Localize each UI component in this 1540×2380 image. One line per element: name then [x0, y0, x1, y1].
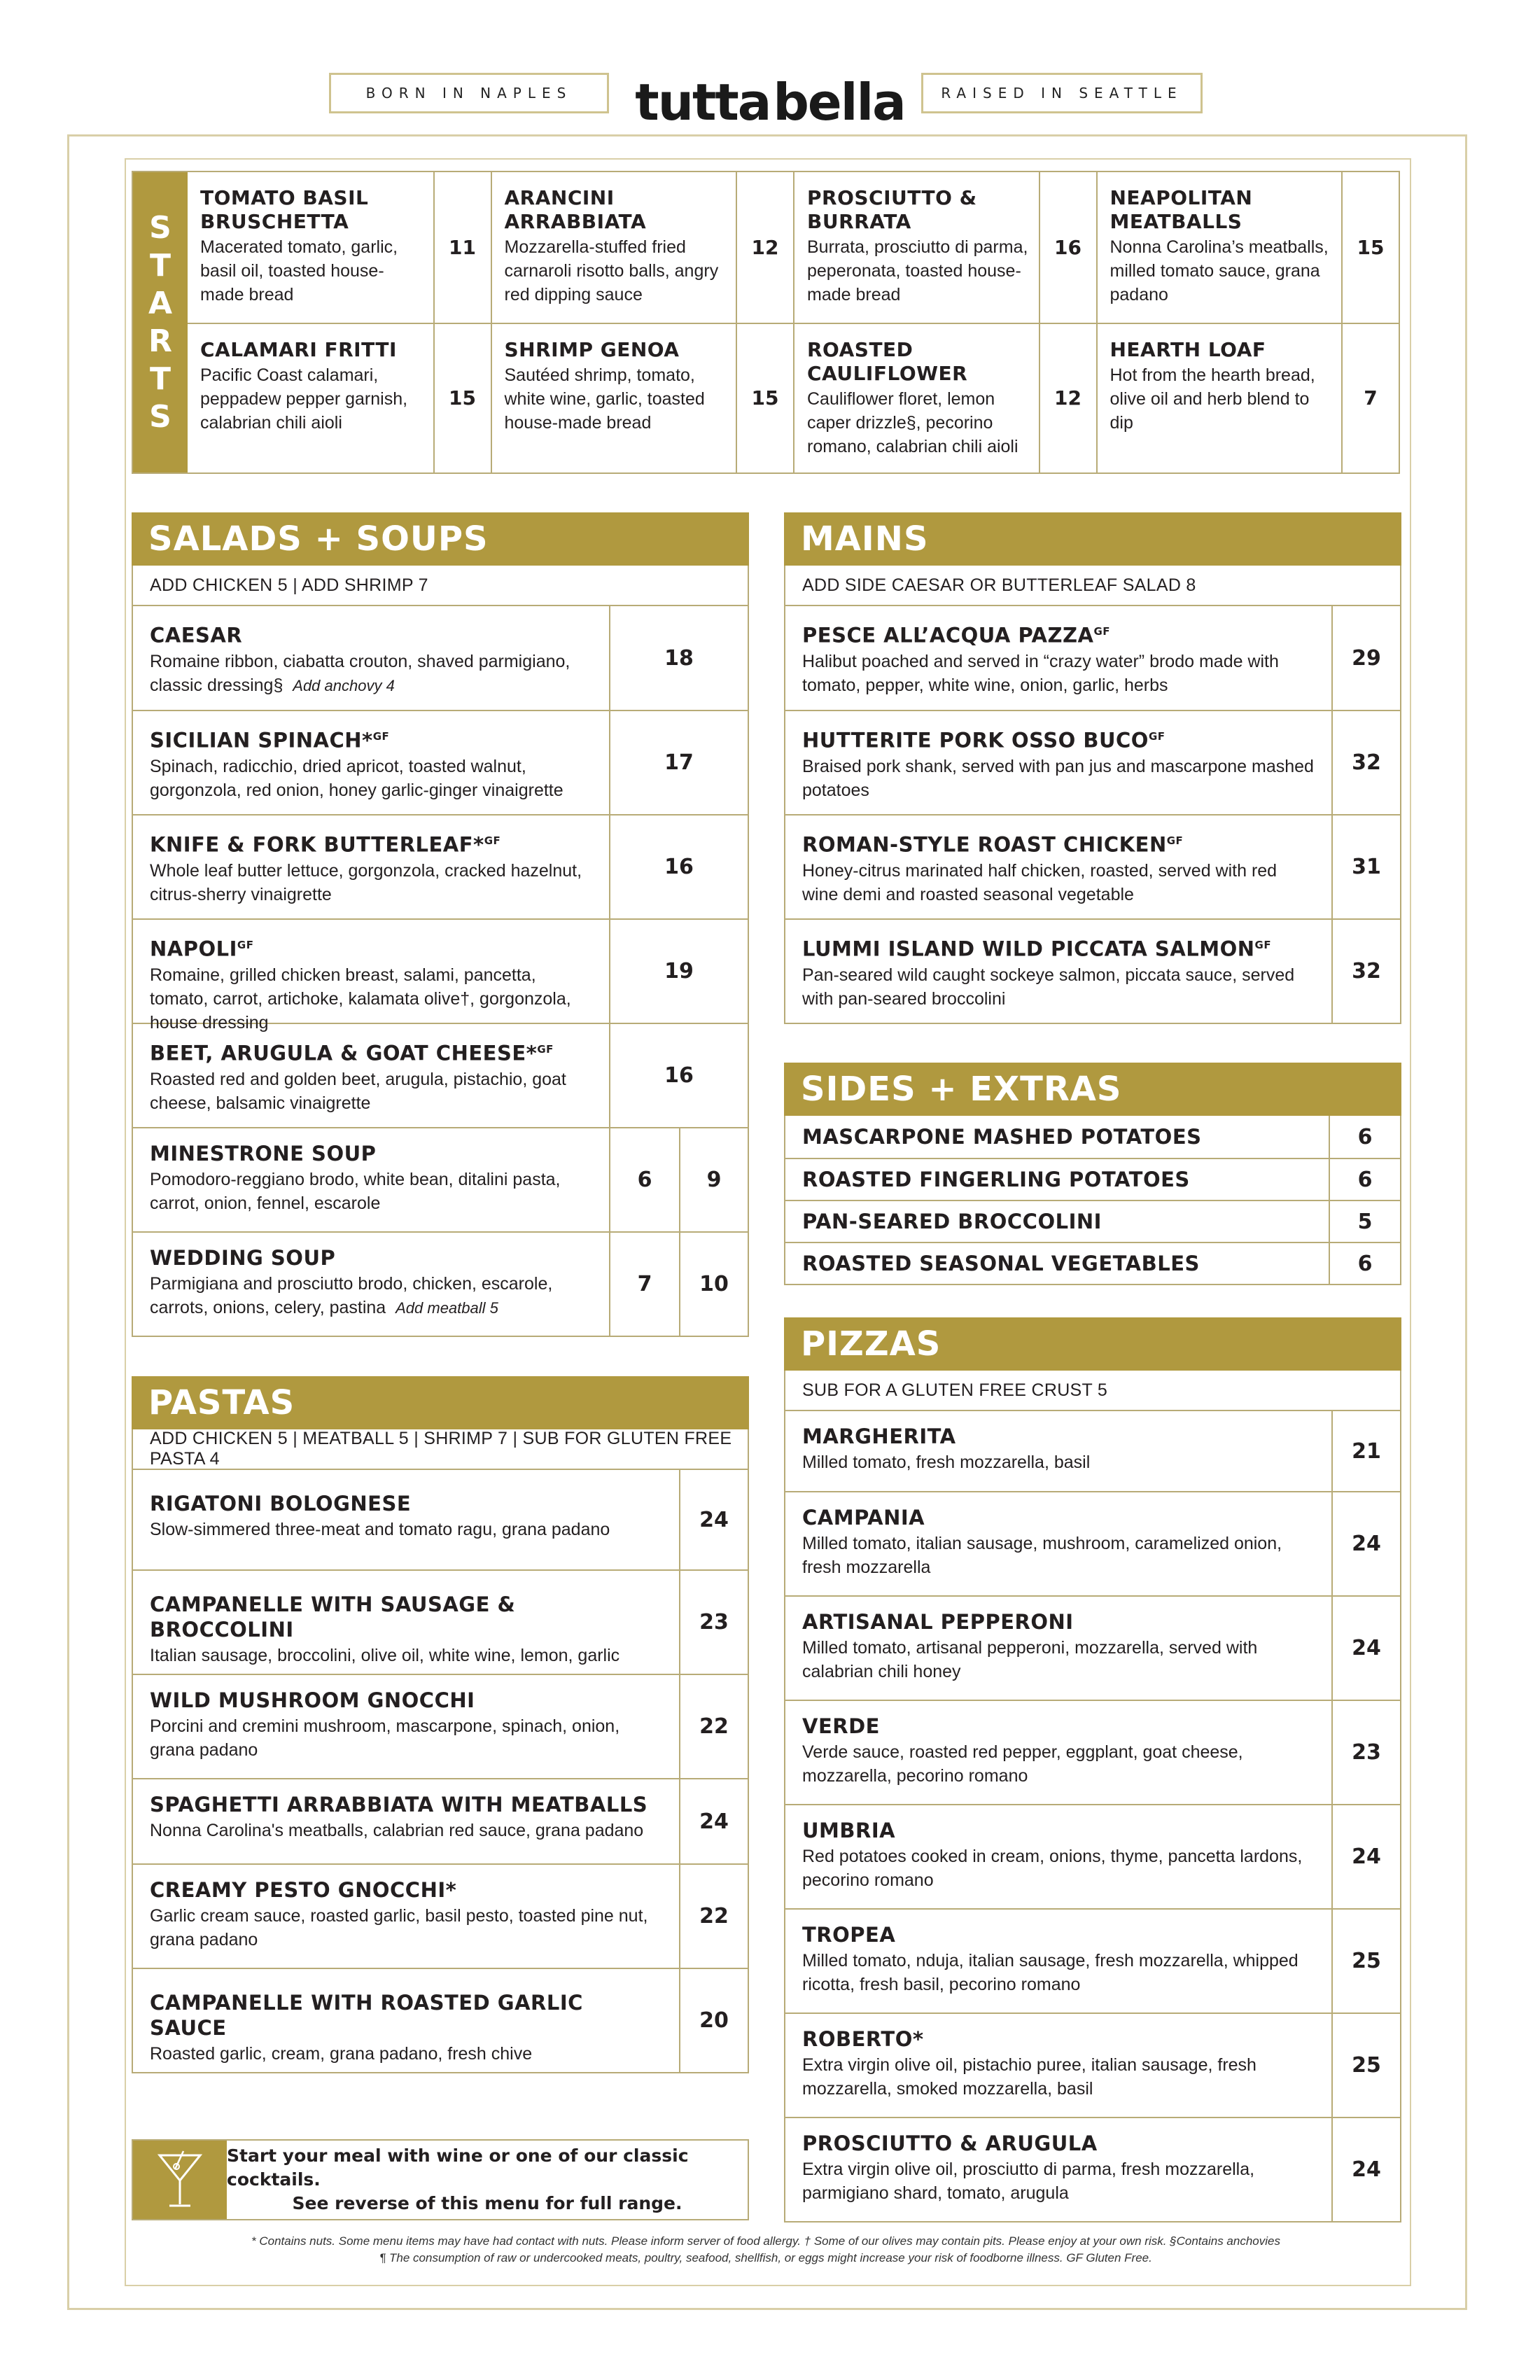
item-name: HUTTERITE PORK OSSO $BUCO^{GF}$: [802, 728, 1166, 752]
item-name: HEARTH LOAF: [1110, 337, 1266, 361]
item-name: ARANCINI ARRABBIATA: [504, 186, 647, 233]
item-name: CAMPANELLE WITH SAUSAGE & BROCCOLINI: [150, 1592, 516, 1642]
item-price: 15: [1341, 172, 1399, 323]
item-list: [132, 606, 749, 1337]
menu-item: [133, 918, 748, 1032]
menu-item: [491, 323, 794, 473]
menu-item: [785, 710, 1400, 814]
menu-item: [785, 606, 1400, 710]
menu-item: [133, 1863, 748, 1968]
item-price: 12: [1039, 324, 1096, 473]
item-name: MARGHERITA: [802, 1424, 956, 1448]
menu-item: [1096, 172, 1399, 323]
starts-vertical-label: [133, 172, 188, 472]
cocktail-callout: [132, 2139, 749, 2220]
item-name: CAMPANIA: [802, 1506, 925, 1530]
section-header: [132, 1376, 749, 1429]
item-name: WILD MUSHROOM GNOCCHI: [150, 1688, 475, 1712]
logo-text-right: bella: [773, 73, 905, 132]
item-name: CAMPANELLE WITH ROASTED GARLIC SAUCE: [150, 1991, 583, 2040]
pastas-section: [132, 1376, 749, 2073]
item-price: 18: [664, 645, 694, 671]
item-name: PROSCIUTTO & BURRATA: [807, 186, 977, 233]
item-description: Porcini and cremini mushroom, mascarpone, spinach, onion, grana padano: [150, 1716, 620, 1760]
item-name: KNIFE & FORK BUTTERLEAF*$^{GF}$: [150, 832, 501, 857]
item-description: Sautéed shrimp, tomato, white wine, garlic, toasted house-made bread: [504, 365, 705, 433]
item-name: RIGATONI BOLOGNESE: [150, 1492, 412, 1516]
item-price: 5: [1357, 1209, 1373, 1234]
soup-item: [133, 1127, 748, 1231]
menu-item: [785, 814, 1400, 918]
item-description: Pacific Coast calamari, peppadew pepper garnish, calabrian chili aioli: [200, 365, 408, 433]
item-name: CAESAR: [150, 623, 243, 648]
item-name: MINESTRONE SOUP: [150, 1142, 377, 1166]
menu-item: [785, 1700, 1400, 1804]
tagline-left: BORN IN NAPLES: [329, 73, 609, 113]
section-title: PASTAS: [148, 1383, 295, 1422]
menu-item: [133, 1778, 748, 1863]
item-name: ARTISANAL PEPPERONI: [802, 1610, 1074, 1634]
item-price: 29: [1352, 645, 1381, 671]
side-item: [785, 1200, 1400, 1242]
item-price: 11: [433, 172, 491, 323]
item-price: 15: [736, 324, 793, 473]
item-description: Halibut poached and served in “crazy water” brodo made with tomato, pepper, white wine, onion, garlic, herbs: [802, 651, 1279, 695]
item-description: Spinach, radicchio, dried apricot, toasted walnut, gorgonzola, red onion, honey garlic-ginger vinaigrette: [150, 756, 564, 800]
menu-item: [133, 1569, 748, 1674]
item-price-cup: 7: [637, 1272, 652, 1296]
menu-item: [188, 172, 491, 323]
section-note: ADD CHICKEN 5 | MEATBALL 5 | SHRIMP 7 | SUB FOR GLUTEN FREE PASTA 4: [132, 1429, 749, 1470]
item-description: Macerated tomato, garlic, basil oil, toasted house-made bread: [200, 237, 398, 304]
item-description: Roasted red and golden beet, arugula, pistachio, goat cheese, balsamic vinaigrette: [150, 1069, 566, 1113]
item-description: Nonna Carolina's meatballs, calabrian red sauce, grana padano: [150, 1821, 644, 1840]
section-note: ADD CHICKEN 5 | ADD SHRIMP 7: [132, 566, 749, 606]
salads-soups-section: [132, 512, 749, 1337]
item-name: NEAPOLITAN MEATBALLS: [1110, 186, 1253, 233]
item-description: Verde sauce, roasted red pepper, eggplant, goat cheese, mozzarella, pecorino romano: [802, 1742, 1243, 1786]
item-name: SHRIMP GENOA: [504, 337, 680, 361]
menu-item: [785, 1491, 1400, 1595]
allergy-footnote: [132, 2233, 1400, 2267]
item-price: 24: [1352, 1844, 1381, 1869]
item-price: 6: [1357, 1124, 1373, 1149]
menu-item: [1096, 323, 1399, 473]
item-price: 24: [1352, 2157, 1381, 2182]
item-description: Roasted garlic, cream, grana padano, fresh chive: [150, 2044, 533, 2064]
item-description: Italian sausage, broccolini, olive oil, white wine, lemon, garlic: [150, 1646, 620, 1665]
menu-item: [491, 172, 794, 323]
menu-item: [133, 1968, 748, 2072]
item-description: Extra virgin olive oil, prosciutto di parma, fresh mozzarella, parmigiano shard, tomato, arugula: [802, 2160, 1255, 2203]
item-list: [784, 1411, 1401, 2222]
item-list: [132, 1470, 749, 2073]
menu-item: [785, 1804, 1400, 1908]
item-description: Pan-seared wild caught sockeye salmon, piccata sauce, served with pan-seared broccolini: [802, 965, 1295, 1009]
item-description: Romaine, grilled chicken breast, salami, pancetta, tomato, carrot, artichoke, kalamata olive†, gorgonzola, house dressing: [150, 965, 571, 1032]
menu-item: [133, 606, 748, 710]
item-description: Extra virgin olive oil, pistachio puree, italian sausage, fresh mozzarella, smoked mozzarella, basil: [802, 2055, 1256, 2099]
item-price: 15: [433, 324, 491, 473]
item-price-bowl: 10: [679, 1233, 748, 1336]
side-item: [785, 1158, 1400, 1200]
starts-letter: S: [149, 209, 172, 246]
item-price: 12: [736, 172, 793, 323]
starts-letter: S: [149, 398, 172, 435]
section-note: ADD SIDE CAESAR OR BUTTERLEAF SALAD 8: [784, 566, 1401, 606]
item-price: 19: [664, 959, 694, 983]
menu-item: [785, 2012, 1400, 2117]
item-price: 6: [1357, 1167, 1373, 1192]
item-price: 24: [699, 1809, 729, 1834]
item-price: 24: [699, 1507, 729, 1532]
item-description: Milled tomato, artisanal pepperoni, mozzarella, served with calabrian chili honey: [802, 1638, 1258, 1681]
menu-item: [785, 1595, 1400, 1700]
menu-item: [785, 918, 1400, 1023]
item-price: 7: [1341, 324, 1399, 473]
menu-item: [188, 323, 491, 473]
menu-item: [785, 1411, 1400, 1491]
menu-item: [133, 1470, 748, 1569]
section-title: SIDES + EXTRAS: [801, 1070, 1122, 1109]
item-price: 25: [1352, 1949, 1381, 1973]
menu-item: [133, 814, 748, 918]
section-header: [132, 512, 749, 566]
item-name: WEDDING SOUP: [150, 1246, 336, 1270]
item-description: Cauliflower floret, lemon caper drizzle§, pecorino romano, calabrian chili aioli: [807, 388, 1018, 456]
starts-grid: [188, 172, 1399, 472]
item-price: 22: [699, 1904, 729, 1928]
menu-item: [793, 323, 1096, 473]
footnote-line-1: * Contains nuts. Some menu items may have had contact with nuts. Please inform server of food allergy. † Some of our olives may contain pits. Please enjoy at your own risk. §Contains anchovies: [251, 2234, 1280, 2248]
item-name: UMBRIA: [802, 1819, 896, 1842]
cocktail-line-1: Start your meal with wine or one of our classic cocktails.: [227, 2146, 689, 2190]
item-price: 32: [1352, 750, 1381, 775]
sides-section: [784, 1063, 1401, 1285]
item-name: MASCARPONE MASHED POTATOES: [802, 1125, 1202, 1149]
item-description: Romaine ribbon, ciabatta crouton, shaved parmigiano, classic dressing§ Add anchovy 4: [150, 651, 570, 695]
starts-letter: T: [149, 360, 171, 397]
item-addon: Add anchovy 4: [293, 676, 395, 694]
cocktail-glass-icon: [133, 2141, 227, 2219]
item-name: ROASTED CAULIFLOWER: [807, 337, 968, 385]
side-item: [785, 1242, 1400, 1284]
item-description: Mozzarella-stuffed fried carnaroli risotto balls, angry red dipping sauce: [504, 237, 719, 304]
menu-item: [133, 1023, 748, 1127]
menu-item: [793, 172, 1096, 323]
item-name: CALAMARI FRITTI: [200, 337, 397, 361]
item-price-bowl: 9: [679, 1128, 748, 1231]
section-header: [784, 512, 1401, 566]
item-list: [784, 606, 1401, 1024]
item-addon: Add meatball 5: [396, 1299, 498, 1317]
pizzas-section: [784, 1317, 1401, 2222]
section-title: MAINS: [801, 519, 929, 559]
item-description: Red potatoes cooked in cream, onions, thyme, pancetta lardons, pecorino romano: [802, 1847, 1303, 1890]
item-price: 16: [1039, 172, 1096, 323]
item-name: VERDE: [802, 1714, 880, 1738]
starts-letter: A: [148, 285, 173, 321]
item-description: Whole leaf butter lettuce, gorgonzola, cracked hazelnut, citrus-sherry vinaigrette: [150, 860, 582, 904]
section-note: SUB FOR A GLUTEN FREE CRUST 5: [784, 1371, 1401, 1411]
item-name: PAN-SEARED BROCCOLINI: [802, 1210, 1102, 1233]
item-name: ROASTED FINGERLING POTATOES: [802, 1168, 1190, 1191]
item-price: 32: [1352, 959, 1381, 983]
item-price: 16: [664, 855, 694, 879]
mains-section: [784, 512, 1401, 1024]
menu-item: [133, 1674, 748, 1778]
logo-text-left: tutta: [635, 73, 771, 132]
item-price: 24: [1352, 1636, 1381, 1660]
menu-item: [785, 1908, 1400, 2012]
item-description: Slow-simmered three-meat and tomato ragu, grana padano: [150, 1520, 610, 1539]
item-description: Pomodoro-reggiano brodo, white bean, ditalini pasta, carrot, onion, fennel, escarole: [150, 1170, 561, 1213]
item-name: CREAMY PESTO GNOCCHI*: [150, 1878, 457, 1902]
item-name: ROMAN-STYLE ROAST $CHICKEN^{GF}$: [802, 832, 1184, 857]
item-price: 31: [1352, 855, 1381, 879]
item-price: 16: [664, 1063, 694, 1088]
menu-item: [785, 2117, 1400, 2221]
soup-item: [133, 1231, 748, 1336]
section-header: [784, 1317, 1401, 1371]
item-description: Garlic cream sauce, roasted garlic, basil pesto, toasted pine nut, grana padano: [150, 1906, 648, 1949]
item-description: Burrata, prosciutto di parma, peperonata, toasted house-made bread: [807, 237, 1028, 304]
item-description: Nonna Carolina’s meatballs, milled tomato sauce, grana padano: [1110, 237, 1329, 304]
item-price: 20: [699, 2008, 729, 2033]
item-name: LUMMI ISLAND WILD PICCATA $SALMON^{GF}$: [802, 937, 1272, 961]
item-price: 22: [699, 1714, 729, 1739]
footnote-line-2: ¶ The consumption of raw or undercooked meats, poultry, seafood, shellfish, or eggs might increase your risk of foodborne illness. GF Gluten Free.: [379, 2251, 1152, 2264]
item-name: BEET, ARUGULA & GOAT CHEESE*$^{GF}$: [150, 1041, 554, 1065]
starts-letter: R: [148, 323, 172, 359]
item-name: ROASTED SEASONAL VEGETABLES: [802, 1252, 1200, 1275]
tagline-right: RAISED IN SEATTLE: [921, 73, 1203, 113]
item-price: 21: [1352, 1438, 1381, 1464]
item-description: Milled tomato, nduja, italian sausage, fresh mozzarella, whipped ricotta, fresh basil, pecorino romano: [802, 1951, 1298, 1994]
item-name: ROBERTO*: [802, 2027, 924, 2051]
item-price: 24: [1352, 1532, 1381, 1556]
brand-logo: [635, 50, 905, 132]
starts-section: [132, 171, 1400, 474]
section-title: SALADS + SOUPS: [148, 519, 489, 559]
item-price: 6: [1357, 1251, 1373, 1276]
starts-letter: T: [149, 247, 171, 284]
menu-item: [133, 710, 748, 814]
section-header: [784, 1063, 1401, 1116]
item-price: 17: [664, 750, 694, 775]
item-price: 25: [1352, 2053, 1381, 2078]
item-name: TROPEA: [802, 1923, 896, 1947]
item-description: Hot from the hearth bread, olive oil and herb blend to dip: [1110, 365, 1315, 433]
item-name: PROSCIUTTO & ARUGULA: [802, 2132, 1098, 2155]
item-price: 23: [699, 1610, 729, 1634]
item-price: 23: [1352, 1740, 1381, 1765]
item-list: [784, 1116, 1401, 1285]
side-item: [785, 1116, 1400, 1158]
item-description: Braised pork shank, served with pan jus and mascarpone mashed potatoes: [802, 756, 1314, 800]
item-description: Milled tomato, fresh mozzarella, basil: [802, 1452, 1091, 1472]
cocktail-line-2: See reverse of this menu for full range.: [292, 2193, 682, 2213]
section-title: PIZZAS: [801, 1324, 941, 1364]
item-name: $NAPOLI^{GF}$: [150, 937, 254, 961]
item-name: SPAGHETTI ARRABBIATA WITH MEATBALLS: [150, 1793, 648, 1816]
item-description: Milled tomato, italian sausage, mushroom, caramelized onion, fresh mozzarella: [802, 1534, 1282, 1577]
item-description: Honey-citrus marinated half chicken, roasted, served with red wine demi and roasted seasonal vegetable: [802, 860, 1278, 904]
item-name: PESCE ALL’ACQUA $PAZZA^{GF}$: [802, 623, 1111, 648]
item-name: SICILIAN SPINACH*$^{GF}$: [150, 728, 390, 752]
item-description: Parmigiana and prosciutto brodo, chicken, escarole, carrots, onions, celery, pastina Add meatball 5: [150, 1274, 553, 1317]
item-name: TOMATO BASIL BRUSCHETTA: [200, 186, 369, 233]
item-price-cup: 6: [637, 1168, 652, 1192]
